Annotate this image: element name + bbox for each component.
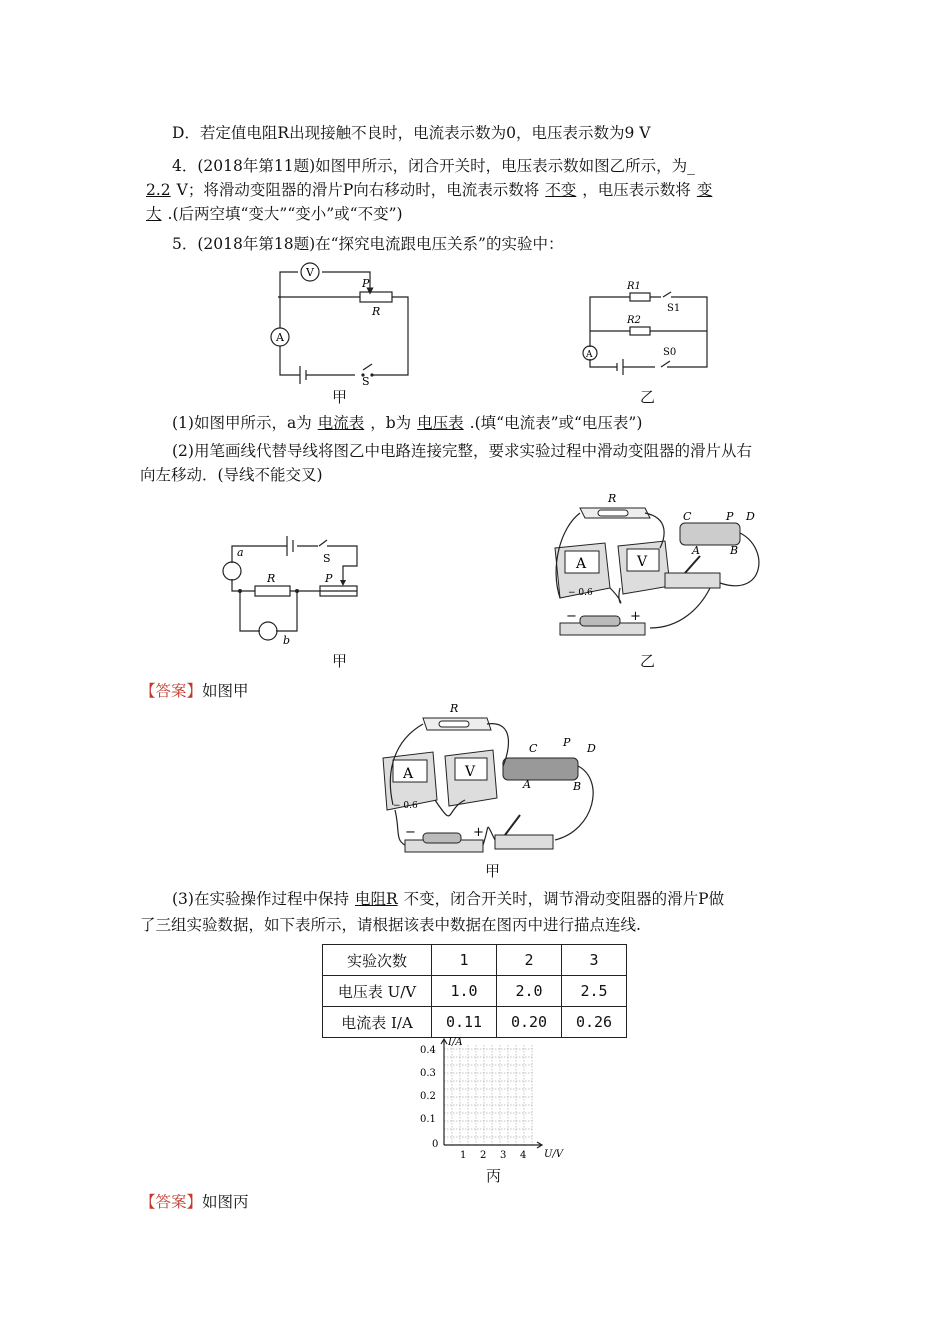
svg-text:b: b <box>283 634 291 647</box>
svg-text:P: P <box>726 510 734 523</box>
svg-text:P: P <box>563 736 571 749</box>
q5-p1-answer-b: 电压表 <box>417 414 464 432</box>
apparatus-diagram-yi <box>520 488 780 648</box>
q5-p1-answer-a: 电流表 <box>317 414 365 432</box>
svg-text:3: 3 <box>500 1150 507 1161</box>
table-cell: 0.20 <box>497 1007 562 1038</box>
blank-graph-bing <box>410 1035 580 1165</box>
table-cell: 实验次数 <box>323 945 432 976</box>
svg-text:a: a <box>237 546 244 559</box>
table-cell: 0.11 <box>432 1007 497 1038</box>
table-cell: 2 <box>497 945 562 976</box>
circuit-diagram-jia-middle <box>215 528 365 648</box>
table-cell: 电流表 I/A <box>323 1007 432 1038</box>
svg-text:R: R <box>608 492 617 505</box>
svg-text:B: B <box>573 780 582 793</box>
q5-part3-line2: 了三组实验数据，如下表所示，请根据该表中数据在图丙中进行描点连线. <box>140 916 641 934</box>
caption-yi-1: 乙 <box>640 388 656 406</box>
answer-2: 【答案】如图丙 <box>140 1193 249 1211</box>
caption-jia-2: 甲 <box>332 652 348 670</box>
svg-text:V: V <box>306 266 314 279</box>
svg-text:−: − <box>566 609 577 624</box>
svg-text:P: P <box>362 277 370 290</box>
svg-text:S0: S0 <box>663 347 677 358</box>
svg-text:0.1: 0.1 <box>420 1114 436 1125</box>
svg-text:A: A <box>403 766 414 782</box>
svg-text:C: C <box>683 510 692 523</box>
svg-text:−: − <box>405 825 416 840</box>
svg-text:R2: R2 <box>627 315 641 326</box>
q5-part2-line1: (2)用笔画线代替导线将图乙中电路连接完整，要求实验过程中滑动变阻器的滑片从右 <box>172 442 752 460</box>
svg-text:P: P <box>325 572 333 585</box>
caption-jia-3: 甲 <box>485 862 501 880</box>
table-cell: 1.0 <box>432 976 497 1007</box>
svg-text:− 0.6: − 0.6 <box>568 588 593 598</box>
data-table <box>322 944 627 1038</box>
circuit-diagram-yi-top <box>575 275 715 375</box>
svg-text:0.4: 0.4 <box>420 1045 436 1056</box>
option-d: D．若定值电阻R出现接触不良时，电流表示数为0，电压表示数为9 V <box>172 124 651 142</box>
svg-text:S: S <box>323 552 331 565</box>
circuit-diagram-jia-top <box>260 260 420 385</box>
svg-text:A: A <box>523 778 531 791</box>
svg-text:A: A <box>276 331 284 344</box>
q5-part3-line1: (3)在实验操作过程中保持 电阻R 不变，闭合开关时，调节滑动变阻器的滑片P做 <box>172 890 725 908</box>
table-row <box>323 976 627 1007</box>
q5-p3-answer: 电阻R <box>354 890 398 908</box>
q5-part2-line2: 向左移动．(导线不能交叉) <box>140 466 323 484</box>
apparatus-answer-diagram <box>375 700 615 860</box>
table-row <box>323 1007 627 1038</box>
svg-text:+: + <box>473 825 484 840</box>
q4-answer-1: 2.2 <box>146 181 171 199</box>
svg-text:A: A <box>576 556 587 572</box>
table-cell: 2.0 <box>497 976 562 1007</box>
svg-text:0.2: 0.2 <box>420 1091 436 1102</box>
caption-yi-2: 乙 <box>640 652 656 670</box>
svg-text:I/A: I/A <box>448 1037 463 1048</box>
svg-text:R: R <box>450 702 459 715</box>
table-cell: 3 <box>562 945 627 976</box>
svg-text:D: D <box>587 742 596 755</box>
q4-line1: 4．(2018年第11题)如图甲所示，闭合开关时，电压表示数如图乙所示，为_ <box>172 157 695 175</box>
table-cell: 1 <box>432 945 497 976</box>
table-cell: 电压表 U/V <box>323 976 432 1007</box>
svg-text:C: C <box>529 742 538 755</box>
svg-text:0: 0 <box>432 1139 439 1150</box>
q4-answer-3b: 大 <box>146 205 162 223</box>
svg-text:0.3: 0.3 <box>420 1068 436 1079</box>
q4-line3: 大 .(后两空填“变大”“变小”或“不变”) <box>140 203 820 225</box>
table-header-row <box>323 945 627 976</box>
svg-text:R: R <box>267 572 276 585</box>
svg-text:V: V <box>465 764 476 780</box>
caption-bing: 丙 <box>486 1167 502 1185</box>
svg-text:U/V: U/V <box>544 1149 564 1160</box>
table-cell: 0.26 <box>562 1007 627 1038</box>
svg-text:− 0.6: − 0.6 <box>393 801 418 811</box>
svg-text:1: 1 <box>460 1150 467 1161</box>
svg-text:A: A <box>692 544 700 557</box>
q4-line2: 2.2 V；将滑动变阻器的滑片P向右移动时，电流表示数将 不变 ，电压表示数将 变 <box>140 179 820 201</box>
answer-1: 【答案】如图甲 <box>140 682 249 700</box>
svg-text:V: V <box>637 554 648 570</box>
q5-line1: 5．(2018年第18题)在“探究电流跟电压关系”的实验中： <box>172 235 564 253</box>
svg-text:B: B <box>730 544 739 557</box>
svg-text:D: D <box>746 510 755 523</box>
svg-text:A: A <box>586 350 593 360</box>
svg-text:R: R <box>372 305 381 318</box>
svg-text:2: 2 <box>480 1150 487 1161</box>
caption-jia-1: 甲 <box>332 388 348 406</box>
svg-text:4: 4 <box>520 1150 527 1161</box>
q5-part1: (1)如图甲所示，a为 电流表 ，b为 电压表 .(填“电流表”或“电压表”) <box>172 414 643 432</box>
svg-text:+: + <box>630 609 641 624</box>
svg-text:R1: R1 <box>627 281 641 292</box>
table-cell: 2.5 <box>562 976 627 1007</box>
svg-text:S1: S1 <box>667 303 681 314</box>
svg-text:S: S <box>362 375 370 385</box>
q4-answer-3a: 变 <box>696 181 713 199</box>
q4-answer-2: 不变 <box>545 181 577 199</box>
